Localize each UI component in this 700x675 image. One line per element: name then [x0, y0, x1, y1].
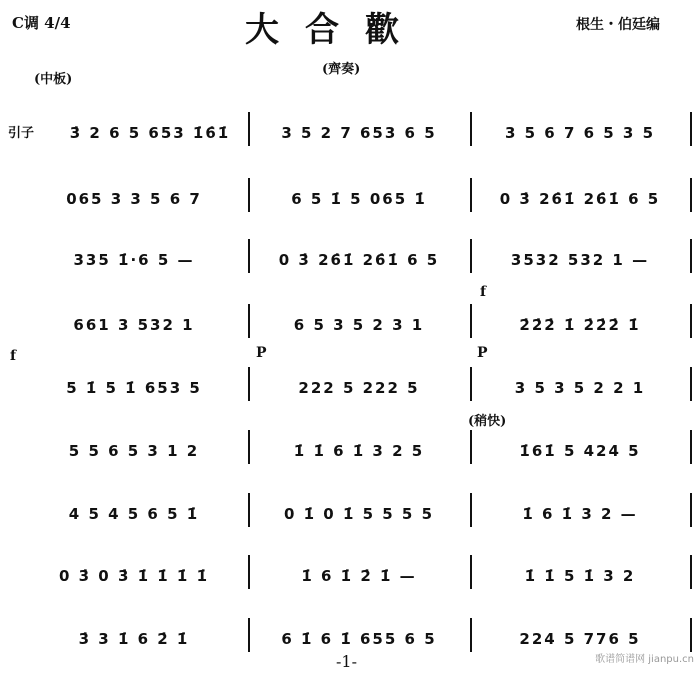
tempo-change: (稍快) — [468, 414, 507, 429]
dynamic-marking: f — [10, 348, 17, 364]
measure: 661 3 532 1 — [73, 316, 195, 334]
measure: 3 5 2 7 653 6 5 — [281, 124, 437, 142]
barline — [248, 178, 250, 212]
barline — [470, 112, 472, 146]
measure: 224 5 776 5 — [519, 630, 641, 648]
measure: 1̇ 1̇ 6 1̇ 3 2 5 — [293, 442, 425, 460]
measure: 5 1̇ 5 1̇ 653 5 — [66, 379, 202, 397]
measure: 6 5 3 5 2 3 1 — [293, 316, 425, 334]
dynamic-marking: f — [480, 284, 487, 300]
barline — [248, 367, 250, 401]
measure: 1̇ 6 1̇ 2̇ 1̇ — — [301, 567, 417, 585]
barline — [470, 367, 472, 401]
song-title: 大合歡 — [245, 10, 425, 50]
key-signature: C调 4/4 — [12, 14, 71, 32]
barline — [248, 430, 250, 464]
measure: 6 1̇ 6 1̇ 655 6 5 — [281, 630, 437, 648]
arranger: 根生・伯廷编 — [576, 17, 660, 33]
measure: 1̇61̇ 5 424 5 — [519, 442, 641, 460]
measure: 4 5 4 5 6 5 1̇ — [68, 505, 200, 523]
measure: 0 3̇ 0 3̇ 1̇ 1̇ 1̇ 1̇ — [58, 567, 210, 585]
tempo-marking: (中板) — [34, 72, 73, 87]
measure: 5 5 6 5 3 1 2 — [68, 442, 200, 460]
barline — [470, 304, 472, 338]
barline — [470, 178, 472, 212]
measure: 3 5 6 7 6 5 3 5 — [504, 124, 656, 142]
page-number: -1- — [336, 652, 357, 671]
barline — [690, 178, 692, 212]
dynamic-marking: P — [477, 345, 488, 361]
dynamic-marking: P — [256, 345, 267, 361]
measure: 0 3̇ 26̇1̇ 26̇1̇ 6 5 — [278, 251, 440, 269]
barline — [248, 112, 250, 146]
measure: 1̇ 1̇ 5 1̇ 3 2 — [524, 567, 636, 585]
barline — [248, 239, 250, 273]
measure: 3 5 3 5 2 2 1 — [514, 379, 646, 397]
barline — [470, 493, 472, 527]
barline — [248, 493, 250, 527]
barline — [690, 304, 692, 338]
barline — [470, 618, 472, 652]
barline — [690, 112, 692, 146]
barline — [690, 239, 692, 273]
measure: 3̇ 2 6 5 653 1̇6̇1̇ — [69, 124, 231, 142]
measure: 0 1̇ 0 1̇ 5 5 5 5 — [283, 505, 435, 523]
barline — [248, 304, 250, 338]
barline — [690, 618, 692, 652]
measure: 6 5 1̇ 5 065 1̇ — [291, 190, 427, 208]
measure: 3̇ 3 1̇ 6 2̇ 1̇ — [78, 630, 190, 648]
measure: 3532 532 1 — — [510, 251, 650, 269]
barline — [248, 618, 250, 652]
watermark: 歌谱简谱网 jianpu.cn — [595, 654, 694, 665]
intro-label: 引子 — [8, 126, 35, 141]
barline — [690, 555, 692, 589]
measure: 0 3̇ 26̇1̇ 26̇1̇ 6 5 — [499, 190, 661, 208]
ensemble-marking: (齊奏) — [322, 62, 361, 77]
measure: 1̇ 6 1̇ 3 2 — — [522, 505, 638, 523]
measure: 2̇2̇2̇ 1̇ 2̇2̇2̇ 1̇ — [519, 316, 641, 334]
barline — [690, 367, 692, 401]
barline — [690, 493, 692, 527]
barline — [690, 430, 692, 464]
measure: 065 3 3 5 6 7 — [66, 190, 202, 208]
barline — [470, 555, 472, 589]
barline — [470, 430, 472, 464]
barline — [248, 555, 250, 589]
barline — [470, 239, 472, 273]
measure: 222 5 222 5 — [298, 379, 420, 397]
measure: 335 1̇·6 5 — — [73, 251, 195, 269]
